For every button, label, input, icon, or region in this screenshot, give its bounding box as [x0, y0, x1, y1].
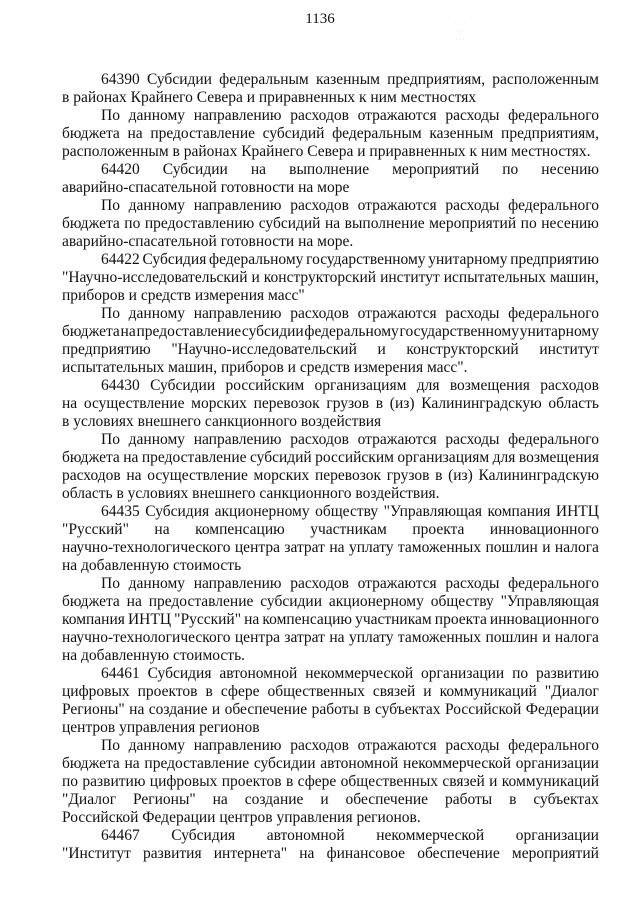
word: компания: [62, 611, 125, 628]
text-line: в районах Крайнего Севера и приравненных к ним местностях: [62, 89, 477, 106]
word: 64435: [101, 503, 140, 520]
word: некоммерческой: [376, 827, 485, 844]
word: предприятиям,: [387, 71, 486, 88]
word: развитию: [535, 665, 599, 682]
word: участникам: [355, 611, 432, 628]
text-line: в условиях внешнего санкционного воздействия: [62, 413, 382, 430]
text-line: [62, 341, 599, 359]
word: на: [329, 629, 345, 646]
word: федерального: [508, 431, 599, 448]
word: расположенным: [492, 71, 599, 88]
word: Регионы": [132, 791, 196, 808]
word: на: [127, 125, 143, 142]
word: субсидий: [258, 215, 321, 232]
word: направлению: [193, 575, 282, 592]
word: организации: [515, 827, 599, 844]
word: "Научно-исследовательский: [62, 269, 248, 286]
word: предприятию: [510, 251, 599, 268]
word: сфере: [297, 773, 337, 790]
word: автономной: [266, 827, 345, 844]
word: по: [520, 215, 537, 232]
word: на: [324, 215, 341, 232]
word: конструкторский: [406, 341, 519, 358]
word: субсидий: [262, 125, 325, 142]
text-line: [101, 665, 599, 683]
word: бюджета: [62, 323, 120, 340]
word: бюджета: [62, 755, 120, 772]
word: данному: [128, 305, 186, 322]
word: расходы: [445, 431, 500, 448]
text-line: [62, 269, 599, 287]
word: акционерному: [328, 593, 424, 610]
word: обеспечение: [345, 791, 429, 808]
word: унитарному: [519, 323, 599, 340]
word: на: [329, 539, 345, 556]
word: федерального: [508, 305, 599, 322]
word: связей: [372, 683, 416, 700]
text-line: [62, 449, 599, 467]
word: на: [120, 323, 136, 340]
text-line: [62, 701, 599, 719]
word: расходы: [445, 737, 500, 754]
word: испытательных: [443, 269, 546, 286]
faint-stamp-mark: [440, 20, 480, 62]
word: мероприятий: [392, 161, 480, 178]
word: Субсидия: [171, 827, 236, 844]
word: таможенных: [397, 539, 482, 556]
word: налога: [554, 539, 599, 556]
word: данному: [128, 737, 186, 754]
word: государственному: [306, 251, 426, 268]
word: По: [101, 107, 120, 124]
word: предоставление: [141, 449, 247, 466]
word: федеральным: [219, 71, 309, 88]
word: направлению: [193, 107, 282, 124]
word: и: [542, 539, 551, 556]
word: по: [502, 161, 519, 178]
word: организации: [421, 665, 505, 682]
word: расходов: [290, 197, 349, 214]
word: данному: [128, 197, 186, 214]
text-line: [101, 827, 599, 845]
word: расходов: [290, 305, 349, 322]
text-line: [62, 539, 599, 557]
word: инновационного: [489, 611, 599, 628]
word: отражаются: [357, 575, 437, 592]
word: По: [101, 737, 120, 754]
word: акционерному: [214, 503, 310, 520]
word: расходы: [445, 305, 500, 322]
word: перевозок: [314, 467, 382, 484]
text-line: [62, 395, 599, 413]
word: (из): [389, 395, 415, 412]
word: бюджета: [62, 449, 120, 466]
word: Субсидии: [146, 71, 212, 88]
word: обеспечение: [417, 845, 500, 862]
word: субсидии: [241, 323, 304, 340]
word: федерального: [508, 107, 599, 124]
word: связей: [442, 773, 485, 790]
word: морских: [191, 395, 247, 412]
word: цифровых: [62, 683, 130, 700]
word: предприятиям,: [501, 125, 599, 142]
word: конструкторский: [263, 269, 377, 286]
word: субсидии: [260, 593, 322, 610]
text-line: [101, 161, 599, 179]
text-line: [62, 521, 599, 539]
word: центра: [234, 629, 280, 646]
word: в: [509, 791, 517, 808]
word: федеральным: [332, 125, 422, 142]
word: на: [154, 521, 170, 538]
word: центра: [234, 539, 280, 556]
word: общественных: [340, 773, 438, 790]
word: предоставление: [148, 593, 254, 610]
word: и: [211, 701, 221, 718]
page-number: 1136: [305, 11, 335, 27]
text-line: [101, 251, 599, 269]
text-line: аварийно-спасательной готовности на море.: [62, 233, 354, 250]
word: организациям: [314, 377, 407, 394]
text-line: [101, 431, 599, 449]
word: 64420: [101, 161, 140, 178]
word: казенным: [429, 125, 494, 142]
word: расходов: [290, 575, 349, 592]
word: грузов: [386, 467, 430, 484]
word: российским: [225, 377, 305, 394]
word: Калининградскую: [421, 395, 542, 412]
word: на: [124, 755, 140, 772]
word: обществу: [430, 593, 494, 610]
word: коммуникаций: [439, 683, 537, 700]
word: расходов: [290, 737, 349, 754]
word: развития: [143, 845, 202, 862]
word: 64430: [101, 377, 140, 394]
word: морских: [253, 467, 310, 484]
word: направлению: [193, 197, 282, 214]
word: и: [320, 791, 329, 808]
word: расходы: [445, 575, 500, 592]
word: казенным: [315, 71, 380, 88]
word: научно-технологического: [62, 539, 231, 556]
word: уплату: [348, 629, 394, 646]
word: выполнение: [289, 161, 370, 178]
word: по: [512, 665, 529, 682]
word: научно-технологического: [62, 629, 231, 646]
word: бюджета: [62, 593, 120, 610]
word: и: [251, 269, 260, 286]
word: в: [205, 683, 213, 700]
word: организации: [515, 755, 599, 772]
word: в: [375, 395, 384, 412]
word: По: [101, 305, 120, 322]
word: унитарному: [428, 251, 508, 268]
word: в: [285, 773, 294, 790]
word: компенсацию: [262, 611, 352, 628]
text-line: [62, 215, 599, 233]
word: и: [542, 629, 551, 646]
word: 64467: [101, 827, 140, 844]
word: Субсидии: [162, 161, 228, 178]
word: Субсидия: [145, 503, 210, 520]
word: несению: [541, 161, 599, 178]
word: пошлин: [485, 629, 538, 646]
word: осуществление: [83, 395, 185, 412]
text-line: [101, 197, 599, 215]
text-line: область в условиях внешнего санкционного воздействия.: [62, 485, 440, 502]
word: отражаются: [357, 305, 437, 322]
word: развитию: [82, 773, 146, 790]
word: расходов: [290, 107, 349, 124]
word: ИНТЦ: [555, 503, 599, 520]
word: отражаются: [357, 197, 437, 214]
word: на: [250, 161, 267, 178]
text-line: [62, 323, 599, 341]
word: некоммерческой: [403, 755, 512, 772]
word: Федерации: [525, 701, 599, 718]
word: институт: [539, 341, 599, 358]
word: предоставлению: [144, 215, 255, 232]
text-line: аварийно-спасательной готовности на море: [62, 179, 350, 196]
word: предоставление: [144, 755, 250, 772]
text-line: [62, 467, 599, 485]
word: создание: [244, 791, 304, 808]
word: институт: [380, 269, 440, 286]
text-line: [62, 773, 599, 791]
word: участникам: [310, 521, 387, 538]
text-line: Российской Федерации центров управления регионов.: [62, 809, 421, 826]
word: создание: [148, 701, 208, 718]
word: субсидии: [253, 755, 316, 772]
word: проекта: [412, 521, 465, 538]
text-line: [101, 377, 599, 395]
word: "Русский": [62, 521, 129, 538]
word: отражаются: [357, 737, 437, 754]
word: Российской: [444, 701, 522, 718]
word: субъектах: [374, 701, 441, 718]
word: федеральному: [209, 251, 304, 268]
word: данному: [128, 431, 186, 448]
word: Калининградскую: [478, 467, 599, 484]
word: отражаются: [357, 431, 437, 448]
word: мероприятий: [429, 215, 517, 232]
word: 64461: [101, 665, 140, 682]
word: на: [62, 395, 78, 412]
word: затрат: [284, 539, 325, 556]
word: на: [126, 467, 142, 484]
word: компенсацию: [195, 521, 285, 538]
text-line: на добавленную стоимость: [62, 557, 242, 574]
word: ИНТЦ: [127, 611, 172, 628]
text-line: [62, 593, 599, 611]
word: отражаются: [357, 107, 437, 124]
word: обществу: [315, 503, 379, 520]
word: работы: [444, 791, 493, 808]
word: проектов: [221, 773, 282, 790]
word: "Управляющая: [383, 503, 483, 520]
stamp-text: · · · · · · · ·: [454, 21, 466, 43]
word: федерального: [508, 575, 599, 592]
word: бюджета: [62, 125, 120, 142]
word: "Русский": [174, 611, 242, 628]
text-line: [62, 791, 599, 809]
word: бюджета: [62, 215, 120, 232]
word: по: [62, 773, 79, 790]
word: для: [492, 449, 516, 466]
word: российским: [315, 449, 394, 466]
word: "Институт: [62, 845, 131, 862]
word: направлению: [193, 737, 282, 754]
word: автономной: [320, 755, 399, 772]
word: таможенных: [397, 629, 482, 646]
word: в: [435, 467, 443, 484]
text-line: [101, 737, 599, 755]
word: расходов: [540, 377, 599, 394]
word: общественных: [267, 683, 365, 700]
word: работы: [311, 701, 359, 718]
word: обеспечение: [224, 701, 308, 718]
text-line: [62, 755, 599, 773]
word: налога: [554, 629, 599, 646]
word: "Управляющая: [500, 593, 599, 610]
word: "Научно-исследовательский: [171, 341, 357, 358]
word: на: [299, 845, 315, 862]
text-line: расположенным в районах Крайнего Севера и приравненных к ним местностях.: [62, 143, 591, 160]
word: "Диалог: [544, 683, 599, 700]
word: сфере: [220, 683, 260, 700]
word: По: [101, 197, 120, 214]
word: данному: [128, 107, 186, 124]
word: грузов: [326, 395, 370, 412]
word: Субсидия: [147, 665, 212, 682]
word: компания: [487, 503, 551, 520]
word: область: [548, 395, 599, 412]
word: данному: [128, 575, 186, 592]
word: осуществление: [147, 467, 248, 484]
word: возмещения: [449, 377, 530, 394]
text-line: приборов и средств измерения масс": [62, 287, 305, 304]
word: По: [101, 575, 120, 592]
word: машин,: [549, 269, 599, 286]
word: для: [416, 377, 440, 394]
text-line: [62, 845, 599, 863]
text-line: на добавленную стоимость.: [62, 647, 246, 664]
word: цифровых: [149, 773, 218, 790]
word: коммуникаций: [501, 773, 599, 790]
word: инновационного: [489, 521, 599, 538]
word: возмещения: [518, 449, 599, 466]
word: 64422: [101, 251, 140, 268]
text-line: центров управления регионов: [62, 719, 260, 736]
word: на: [244, 611, 260, 628]
word: автономной: [219, 665, 298, 682]
word: финансовое: [326, 845, 406, 862]
word: затрат: [284, 629, 325, 646]
text-line: [62, 125, 599, 143]
word: пошлин: [485, 539, 538, 556]
word: в: [363, 701, 371, 718]
text-line: [62, 629, 599, 647]
text-line: [101, 71, 599, 89]
text-line: [101, 305, 599, 323]
word: государственному: [399, 323, 519, 340]
word: перевозок: [253, 395, 320, 412]
word: расходы: [445, 197, 500, 214]
word: субсидий: [249, 449, 312, 466]
word: организациям: [397, 449, 490, 466]
text-line: [62, 683, 599, 701]
word: направлению: [193, 305, 282, 322]
word: интернета": [213, 845, 288, 862]
word: 64390: [101, 71, 140, 88]
word: уплату: [348, 539, 394, 556]
word: федерального: [508, 197, 599, 214]
word: расходов: [62, 467, 121, 484]
word: Субсидия: [142, 251, 207, 268]
word: на: [126, 593, 142, 610]
text-line: испытательных машин, приборов и средств измерения масс".: [62, 359, 468, 376]
word: проекта: [434, 611, 487, 628]
word: Субсидии: [150, 377, 216, 394]
word: на: [212, 791, 228, 808]
word: "Диалог: [62, 791, 117, 808]
word: субъектах: [533, 791, 599, 808]
word: По: [101, 431, 120, 448]
text-line: [101, 503, 599, 521]
word: по: [124, 215, 141, 232]
word: некоммерческой: [305, 665, 414, 682]
word: и: [423, 683, 432, 700]
word: на: [129, 701, 145, 718]
word: Регионы": [62, 701, 125, 718]
word: предоставление: [136, 323, 242, 340]
word: мероприятий: [511, 845, 599, 862]
word: несению: [541, 215, 599, 232]
word: направлению: [193, 431, 282, 448]
word: федеральному: [304, 323, 399, 340]
text-line: [101, 107, 599, 125]
word: и: [377, 341, 386, 358]
word: предприятию: [62, 341, 151, 358]
word: проектов: [137, 683, 198, 700]
word: и: [489, 773, 498, 790]
word: на: [123, 449, 139, 466]
word: предоставление: [150, 125, 255, 142]
word: федерального: [508, 737, 599, 754]
word: (из): [448, 467, 473, 484]
text-line: [62, 611, 599, 629]
word: выполнение: [344, 215, 425, 232]
word: расходов: [290, 431, 349, 448]
word: расходы: [445, 107, 500, 124]
text-line: [101, 575, 599, 593]
